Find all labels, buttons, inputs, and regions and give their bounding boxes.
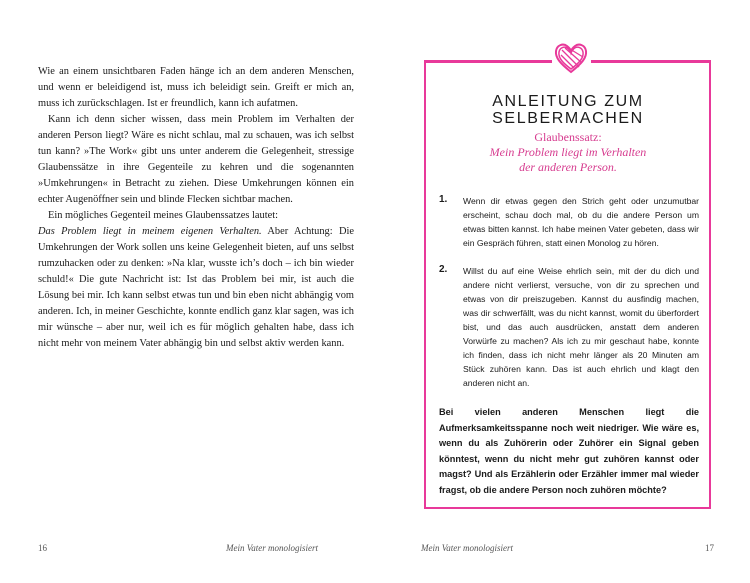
running-title-right: Mein Vater monologisiert: [421, 543, 513, 553]
page-number-left: 16: [38, 543, 47, 553]
step-item: [439, 194, 699, 250]
heading-line-1: ANLEITUNG ZUM: [492, 93, 644, 110]
step-text: Willst du auf eine Weise ehrlich sein, mit der du dich und andere nicht verlierst, versuche, von dir zu sprechen und etwas von dir preiszugeben. Kannst du ausfindig machen, was dir schwerfällt, was du nicht kannst, womit du überfordert bist, und das auch ausdrücken, anstatt dem anderen Vorwürfe zu machen? Als ich zu mir geschaut habe, konnte ich finden, dass ich nicht mehr länger als 20 Minuten am Stück zuhören kann. Das ist auch ehrlich und klagt den anderen nicht an.: [463, 266, 699, 388]
running-title-left: Mein Vater monologisiert: [226, 543, 318, 553]
paragraph-3-lead: Ein mögliches Gegenteil meines Glaubenssatzes lautet:: [48, 210, 278, 221]
paragraph-2: Kann ich denn sicher wissen, dass mein Problem im Verhalten der anderen Person liegt? Wäre es nicht schlau, mal zu schauen, was ich selbst tun kann? »The Work« gibt uns unter anderem die Gelegenheit, stressige Glaubenssätze in ihre Gegenteile zu kehren und die sogenannten »Umkehrungen« in Betracht zu ziehen. Diese Umkehrungen können ein echter Augenöffner sein und blinde Flecken sichtbar machen.: [38, 114, 354, 205]
left-body-text: [38, 64, 354, 352]
paragraph-3-rest: Aber Achtung: Die Umkehrungen der Work sollen uns keine Gelegenheit bieten, auf uns selbst rumzuhacken oder zu denken: »Na klar, wusste ich’s doch – ich bin wieder schuld!« Die gute Nachricht ist: Ist das Problem bei mir, ist auch die Lösung bei mir. Ich kann selbst etwas tun und bin eben nicht abhängig vom anderen. Ich, in meiner Geschichte, konnte endlich ganz klar sagen, was ich mir wünsche – aber nur, weil ich es für möglich gehalten habe, dass ich nicht mehr von meinem Vater abhängig bin und selbst aktiv werden kann.: [38, 226, 354, 349]
page-number-right: 17: [705, 543, 714, 553]
belief-line-1: Mein Problem liegt im Verhalten: [489, 145, 647, 159]
belief-text: [439, 145, 697, 175]
steps-list: [439, 194, 699, 404]
heading-line-2: SELBERMACHEN: [492, 110, 644, 127]
belief-line-2: der anderen Person.: [519, 160, 617, 174]
belief-label: Glaubenssatz:: [534, 130, 602, 144]
step-text: Wenn dir etwas gegen den Strich geht oder unzumutbar erscheint, schau doch mal, ob du die andere Person um etwas bitten kannst. Ich habe meinen Vater gebeten, dass wir ein Gespräch führen, statt einen Monolog zu hören.: [463, 196, 699, 248]
paragraph-3: [38, 208, 354, 352]
box-heading: [439, 93, 697, 127]
step-item: [439, 264, 699, 390]
paragraph-1: Wie an einem unsichtbaren Faden hänge ich an dem anderen Menschen, und wenn er beleidigend ist, muss ich beleidigt sein. Greift er mich an, muss ich zurückschlagen. Ist er freundlich, kann ich aufatmen.: [38, 66, 354, 109]
paragraph-3-italic: Das Problem liegt in meinem eigenen Verhalten.: [38, 226, 262, 237]
heart-icon: [553, 40, 589, 76]
step-number: 2.: [439, 264, 448, 275]
right-page: [375, 0, 750, 583]
step-number: 1.: [439, 194, 448, 205]
closing-text: Bei vielen anderen Menschen liegt die Aufmerksamkeitsspanne noch weit niedriger. Wie wäre es, wenn du als Zuhörerin oder Zuhörer ein Signal geben könntest, wenn du nicht mehr gut zuhören kannst oder magst? Und als Erzählerin oder Erzähler immer mal wieder fragst, ob die andere Person noch zuhören möchte?: [439, 407, 699, 495]
